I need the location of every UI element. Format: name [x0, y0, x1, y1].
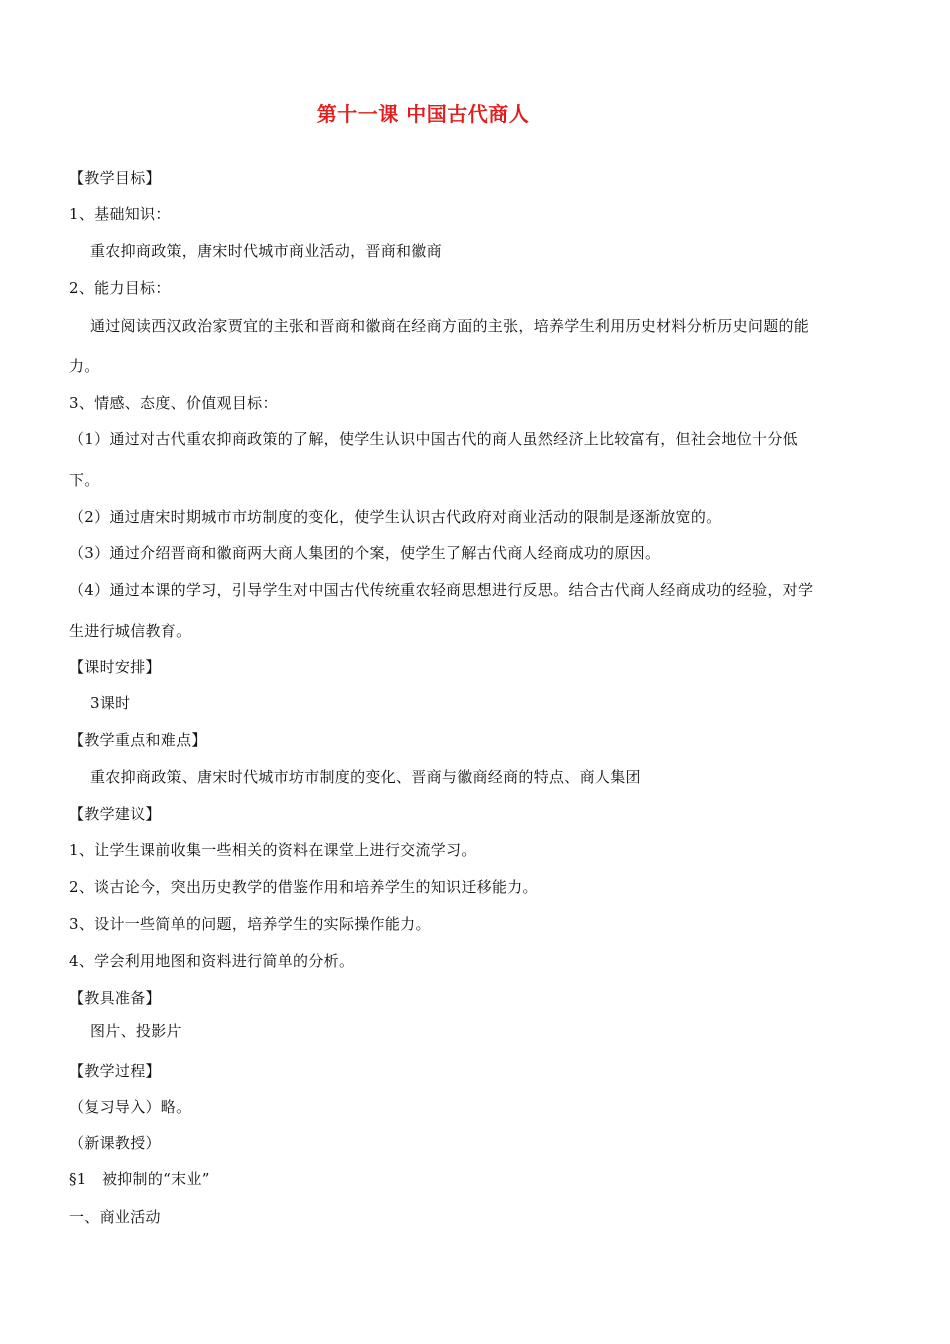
materials-text: 图片、投影片: [90, 1022, 182, 1040]
section-heading-key-points: 【教学重点和难点】: [69, 731, 207, 749]
emotion-goal-1: （1）通过对古代重农抑商政策的了解，使学生认识中国古代的商人虽然经济上比较富有，但社会地位十分低: [69, 430, 798, 448]
suggestion-item-3: 3、设计一些简单的问题，培养学生的实际操作能力。: [69, 915, 431, 933]
goal-item-basic-knowledge: 1、基础知识：: [69, 205, 171, 223]
section-heading-schedule: 【课时安排】: [69, 658, 161, 676]
suggestion-item-2: 2、谈古论今，突出历史教学的借鉴作用和培养学生的知识迁移能力。: [69, 878, 538, 896]
section-heading-teaching-goals: 【教学目标】: [69, 169, 161, 187]
schedule-text: 3课时: [90, 694, 131, 712]
process-review: （复习导入）略。: [69, 1098, 192, 1116]
goal-item-emotion: 3、情感、态度、价值观目标：: [69, 394, 278, 412]
emotion-goal-1-cont: 下。: [69, 471, 100, 489]
emotion-goal-3: （3）通过介绍晋商和徽商两大商人集团的个案，使学生了解古代商人经商成功的原因。: [69, 544, 661, 562]
goal-basic-knowledge-text: 重农抑商政策，唐宋时代城市商业活动，晋商和徽商: [90, 242, 442, 260]
emotion-goal-4-cont: 生进行城信教育。: [69, 622, 192, 640]
section-heading-suggestions: 【教学建议】: [69, 805, 161, 823]
suggestion-item-1: 1、让学生课前收集一些相关的资料在课堂上进行交流学习。: [69, 841, 477, 859]
emotion-goal-4: （4）通过本课的学习，引导学生对中国古代传统重农轻商思想进行反思。结合古代商人经商成功的经验，对学: [69, 581, 814, 599]
key-points-text: 重农抑商政策、唐宋时代城市坊市制度的变化、晋商与徽商经商的特点、商人集团: [90, 768, 641, 786]
process-new-lesson: （新课教授）: [69, 1134, 161, 1152]
section-heading-materials: 【教具准备】: [69, 989, 161, 1007]
goal-ability-text-cont: 力。: [69, 357, 100, 375]
subsection-heading-1: §1 被抑制的“末业”: [69, 1170, 210, 1188]
suggestion-item-4: 4、学会利用地图和资料进行简单的分析。: [69, 952, 355, 970]
section-heading-process: 【教学过程】: [69, 1062, 161, 1080]
page-title: 第十一课 中国古代商人: [316, 102, 530, 126]
emotion-goal-2: （2）通过唐宋时期城市市坊制度的变化，使学生认识古代政府对商业活动的限制是逐渐放宽的。: [69, 508, 722, 526]
goal-item-ability: 2、能力目标：: [69, 279, 171, 297]
goal-ability-text: 通过阅读西汉政治家贾宜的主张和晋商和徽商在经商方面的主张，培养学生利用历史材料分析历史问题的能: [90, 317, 810, 335]
subsection-item-commerce: 一、商业活动: [69, 1208, 161, 1226]
